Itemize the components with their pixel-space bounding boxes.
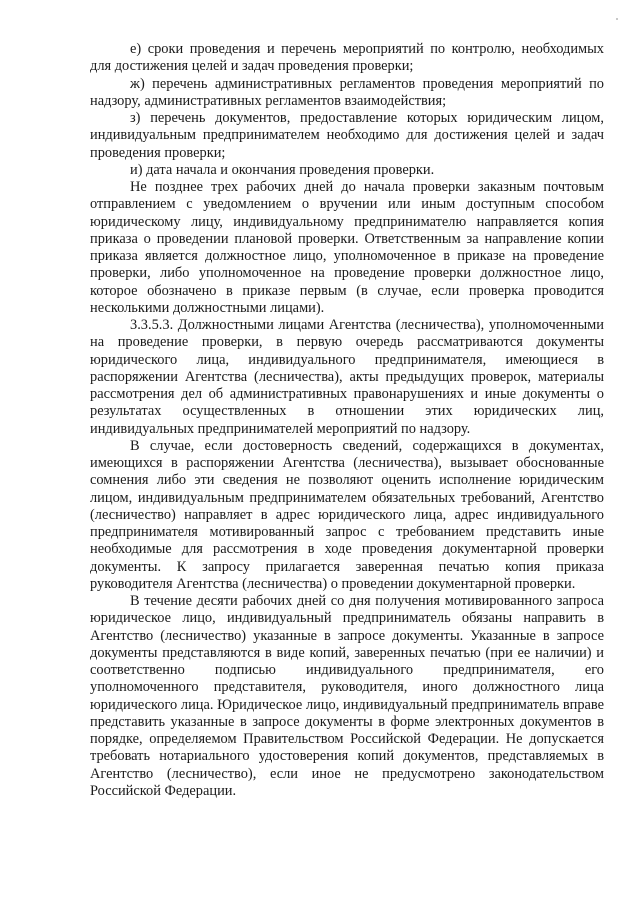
list-item-zh: ж) перечень административных регламентов проведения мероприятий по надзору, административных регламентов взаимодействия; — [90, 75, 604, 109]
list-item-e: е) сроки проведения и перечень мероприятий по контролю, необходимых для достижения целей и задач проведения проверки; — [90, 41, 604, 75]
paragraph-deadline: В течение десяти рабочих дней со дня получения мотивированного запроса юридическое лицо, индивидуальный предприниматель обязаны направить в Агентство (лесничество) указанные в запросе документы. Указанные в запросе документы представляются в виде копий, заверенных печатью (при ее наличии) и соответственно подписью индивидуального предпринимателя, его уполномоченного представителя, руководителя, иного должностного лица юридического лица. Юридическое лицо, индивидуальный предприниматель вправе представить указанные в запросе документы в форме электронных документов в порядке, определяемом Правительством Российской Федерации. Не допускается требовать нотариального удостоверения копий документов, представляемых в Агентство (лесничество), если иное не предусмотрено законодательством Российской Федерации. — [90, 593, 604, 799]
paragraph-3-3-5-3: 3.3.5.3. Должностными лицами Агентства (лесничества), уполномоченными на проведение проверки, в первую очередь рассматриваются документы юридического лица, индивидуального предпринимателя, имеющиеся в распоряжении Агентства (лесничества), акты предыдущих проверок, материалы рассмотрения дел об административных правонарушениях и иные документы о результатах осуществленных в отношении этих юридических лиц, индивидуальных предпринимателей мероприятий по надзору. — [90, 317, 604, 437]
document-body — [90, 41, 604, 800]
paragraph-notification: Не позднее трех рабочих дней до начала проверки заказным почтовым отправлением с уведомлением о вручении или иным доступным способом юридическому лицу, индивидуальному предпринимателю направляется копия приказа о проведении плановой проверки. Ответственным за направление копии приказа является должностное лицо, уполномоченное в приказе на проведение проверки, либо уполномоченное на проведение проверки должностное лицо, которое обозначено в приказе первым (в случае, если проверка проводится несколькими должностными лицами). — [90, 179, 604, 316]
list-item-i: и) дата начала и окончания проведения проверки. — [130, 161, 435, 178]
paragraph-request: В случае, если достоверность сведений, содержащихся в документах, имеющихся в распоряжении Агентства (лесничества), вызывает обоснованные сомнения либо эти сведения не позволяют оценить исполнение юридическим лицом, индивидуальным предпринимателем обязательных требований, Агентство (лесничество) направляет в адрес юридического лица, адрес индивидуального предпринимателя мотивированный запрос с требованием представить иные необходимые для рассмотрения в ходе проведения документарной проверки документы. К запросу прилагается заверенная печатью копия приказа руководителя Агентства (лесничества) о проведении документарной проверки. — [90, 437, 604, 592]
scan-artifact — [616, 18, 618, 20]
list-item-z: з) перечень документов, предоставление которых юридическим лицом, индивидуальным предпринимателем необходимо для достижения целей и задач проведения проверки; — [90, 110, 604, 161]
